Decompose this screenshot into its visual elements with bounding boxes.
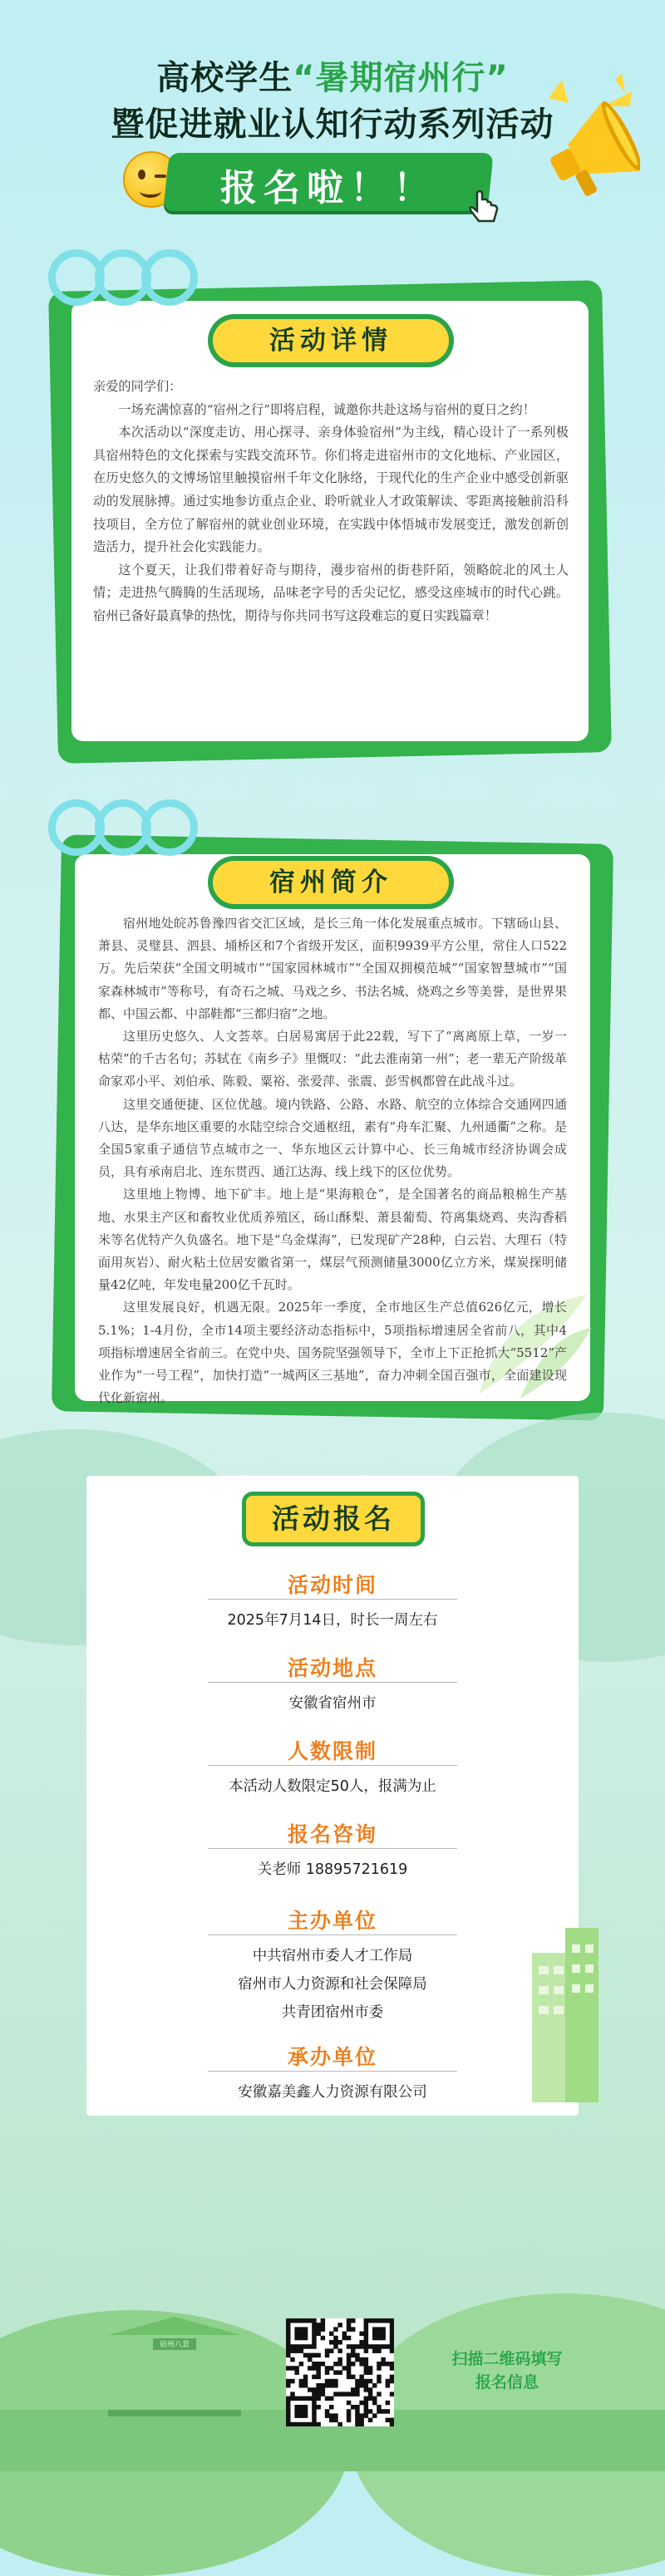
- intro-paragraph: 这里地上物博、地下矿丰。地上是“果海粮仓”，是全国著名的商品粮棉生产基地、水果主产区和畜牧业优质养殖区，砀山酥梨、萧县葡萄、符离集烧鸡、夹沟香稻米等名优特产久负盛名。地下是“乌金煤海”，已发现矿产28种，白云岩、大理石（特面用灰岩）、耐火粘土位居安徽省第一，煤层气预测储量3000亿立方米，煤炭探明储量42亿吨，年发电量200亿千瓦时。: [98, 1187, 567, 1293]
- intro-paragraph: 宿州地处皖苏鲁豫四省交汇区域，是长三角一体化发展重点城市。下辖砀山县、萧县、灵璧县、泗县、埇桥区和7个省级开发区，面积9939平方公里，常住人口522万。先后荣获“全国文明城市”“国家园林城市”“全国双拥模范城”“国家智慧城市”“国家森林城市”等称号，有奇石之城、马戏之乡、书法名城、烧鸡之乡等美誉，是世界果都、中国云都、中部鞋都“三都归宿”之地。: [98, 916, 567, 1021]
- divider: [208, 1765, 457, 1766]
- info-value-organizer: 中共宿州市委人才工作局: [252, 1948, 413, 1964]
- divider: [208, 2071, 457, 2072]
- divider: [208, 1599, 457, 1600]
- scan-instruction-line-2: 报名信息: [475, 2373, 539, 2392]
- title-prefix: 高校学生: [156, 59, 293, 97]
- signup-badge: 活动报名: [246, 1496, 421, 1542]
- divider: [208, 1934, 457, 1935]
- info-value-location: 安徽省宿州市: [288, 1695, 377, 1712]
- divider: [208, 1682, 457, 1683]
- details-text: [93, 376, 569, 628]
- details-paragraph: 本次活动以“深度走访、用心探寻、亲身体验宿州”为主线，精心设计了一系列极具宿州特色的文化探索与实践交流环节。你们将走进宿州市的文化地标、产业园区，在历史悠久的文博场馆里触摸宿州千年文化脉络，于现代化的生产企业中感受创新驱动的发展脉搏。通过实地参访重点企业、聆听就业人才政策解读、零距离接触前沿科技项目，全方位了解宿州的就业创业环境，在实践中体悟城市发展变迁，激发创新创造活力，提升社会化实践能力。: [93, 425, 569, 555]
- info-value-organizer: 共青团宿州市委: [281, 2004, 384, 2021]
- megaphone-icon: [532, 73, 640, 206]
- title-highlight: “暑期宿州行”: [293, 59, 509, 97]
- details-badge: 活动详情: [213, 319, 449, 362]
- info-head-location: 活动地点: [287, 1656, 377, 1680]
- details-greeting: 亲爱的同学们：: [93, 379, 182, 394]
- info-value-limit: 本活动人数限定50人，报满为止: [229, 1778, 436, 1795]
- info-head-time: 活动时间: [287, 1573, 377, 1597]
- gate-sign: 宿州八景: [159, 2341, 190, 2349]
- intro-paragraph: 这里发展良好，机遇无限。2025年一季度，全市地区生产总值626亿元，增长5.1%；1-4月份，全市14项主要经济动态指标中，5项指标增速居全省前八，其中4项指标增速居全省前三。在党中央、国务院坚强领导下，全市上下正抢抓大“5512”产业作为“一号工程”，加快打造“一城两区三基地”，奋力冲刺全国百强市，全面建设现代化新宿州。: [98, 1300, 567, 1406]
- qr-code[interactable]: [286, 2318, 394, 2426]
- details-paragraph: 这个夏天，让我们带着好奇与期待，漫步宿州的街巷阡陌，领略皖北的风土人情；走进热气腾腾的生活现场，品味老字号的舌尖记忆，感受这座城市的时代心跳。宿州已备好最真挚的热忱，期待与你共同书写这段难忘的夏日实践篇章！: [93, 562, 569, 623]
- info-head-undertaker: 承办单位: [287, 2045, 377, 2069]
- intro-paragraph: 这里交通便捷、区位优越。境内铁路、公路、水路、航空的立体综合交通网四通八达，是华东地区重要的水陆空综合交通枢纽，素有“舟车汇聚、九州通衢”之称。是全国5家重子通信节点城市之一、华东地区云计算中心、长三角城市经济协调会成员，具有承南启北、连东贯西、通江达海、线上线下的区位优势。: [98, 1096, 567, 1180]
- page-title-line-2: 暨促进就业认知行动系列活动: [111, 106, 554, 144]
- divider: [208, 1848, 457, 1849]
- info-head-organizer: 主办单位: [287, 1909, 377, 1933]
- city-gate-illustration-icon: [100, 2310, 249, 2418]
- signup-banner-label: 报名啦！！: [220, 167, 436, 209]
- intro-paragraph: 这里历史悠久、人文荟萃。白居易寓居于此22载，写下了“离离原上草，一岁一枯荣”的千古名句；苏轼在《南乡子》里慨叹：“此去淮南第一州”；老一辈无产阶级革命家邓小平、刘伯承、陈毅、粟裕、张爱萍、张震、彭雪枫都曾在此战斗过。: [98, 1029, 567, 1089]
- info-value-undertaker: 安徽嘉美鑫人力资源有限公司: [238, 2084, 427, 2101]
- header: [0, 0, 665, 241]
- info-head-contact: 报名咨询: [287, 1822, 377, 1846]
- hand-cursor-icon: [466, 188, 504, 226]
- info-value-organizer: 宿州市人力资源和社会保障局: [238, 1976, 427, 1993]
- info-head-limit: 人数限制: [287, 1739, 377, 1763]
- intro-badge: 宿州简介: [213, 861, 449, 904]
- intro-text: [98, 912, 567, 1409]
- info-value-contact: 关老师 18895721619: [257, 1861, 408, 1878]
- scan-instruction-line-1: 扫描二维码填写: [451, 2350, 563, 2368]
- info-value-time: 2025年7月14日，时长一周左右: [227, 1612, 438, 1629]
- details-paragraph: 一场充满惊喜的“宿州之行”即将启程，诚邀你共赴这场与宿州的夏日之约！: [118, 401, 535, 417]
